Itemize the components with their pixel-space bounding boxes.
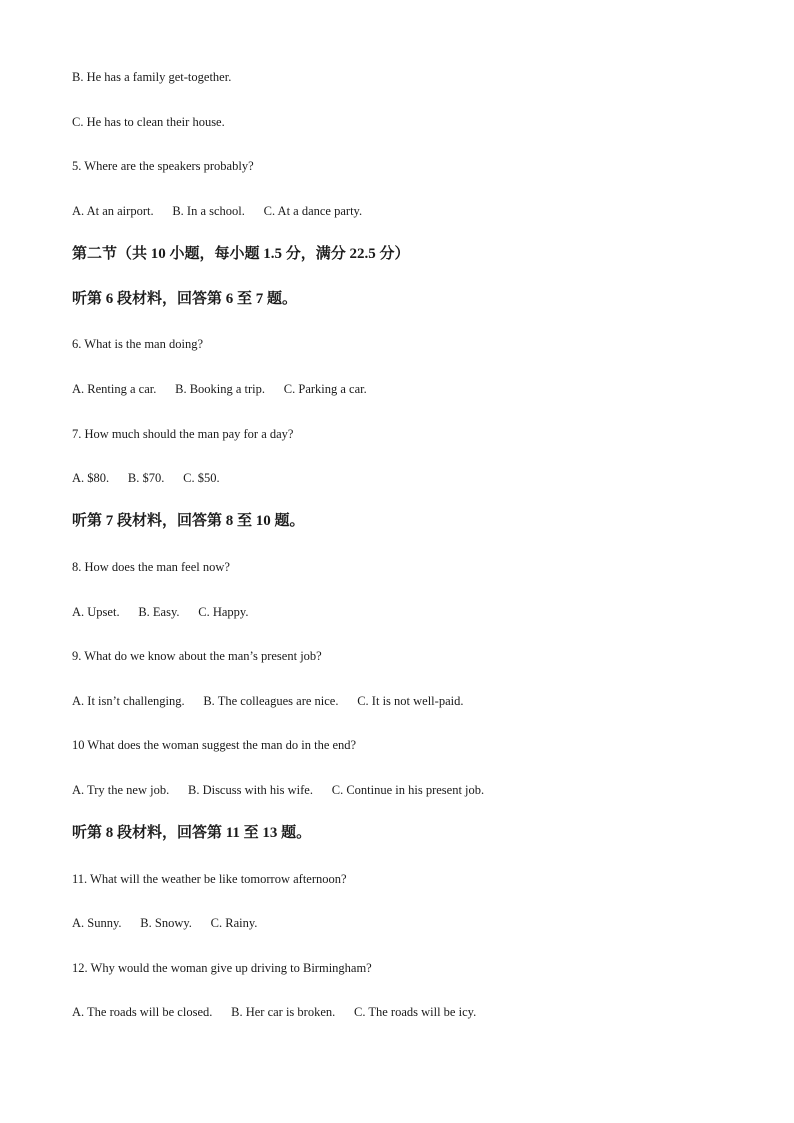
section-heading: 听第 8 段材料，回答第 11 至 13 题。 <box>72 825 312 841</box>
option-line: A. Try the new job. B. Discuss with his wife. C. Continue in his present job. <box>72 783 485 797</box>
question-line: 5. Where are the speakers probably? <box>72 159 254 173</box>
question-line: 10 What does the woman suggest the man do in the end? <box>72 738 357 752</box>
question-line: 6. What is the man doing? <box>72 337 203 351</box>
option-line: A. Sunny. B. Snowy. C. Rainy. <box>72 916 258 930</box>
option-line: B. He has a family get-together. <box>72 70 232 84</box>
option-line: A. The roads will be closed. B. Her car is broken. C. The roads will be icy. <box>72 1005 477 1019</box>
question-line: 8. How does the man feel now? <box>72 560 230 574</box>
option-line: A. Renting a car. B. Booking a trip. C. Parking a car. <box>72 382 367 396</box>
option-line: A. It isn’t challenging. B. The colleagues are nice. C. It is not well-paid. <box>72 694 464 708</box>
option-line: A. $80. B. $70. C. $50. <box>72 471 220 485</box>
question-line: 9. What do we know about the man’s present job? <box>72 649 322 663</box>
section-heading: 第二节（共 10 小题，每小题 1.5 分，满分 22.5 分） <box>72 246 410 262</box>
option-line: C. He has to clean their house. <box>72 115 225 129</box>
question-line: 11. What will the weather be like tomorrow afternoon? <box>72 872 347 886</box>
section-heading: 听第 6 段材料，回答第 6 至 7 题。 <box>72 291 298 307</box>
section-heading: 听第 7 段材料，回答第 8 至 10 题。 <box>72 513 305 529</box>
option-line: A. Upset. B. Easy. C. Happy. <box>72 605 249 619</box>
question-line: 12. Why would the woman give up driving to Birmingham? <box>72 961 372 975</box>
question-line: 7. How much should the man pay for a day? <box>72 427 294 441</box>
option-line: A. At an airport. B. In a school. C. At a dance party. <box>72 204 363 218</box>
